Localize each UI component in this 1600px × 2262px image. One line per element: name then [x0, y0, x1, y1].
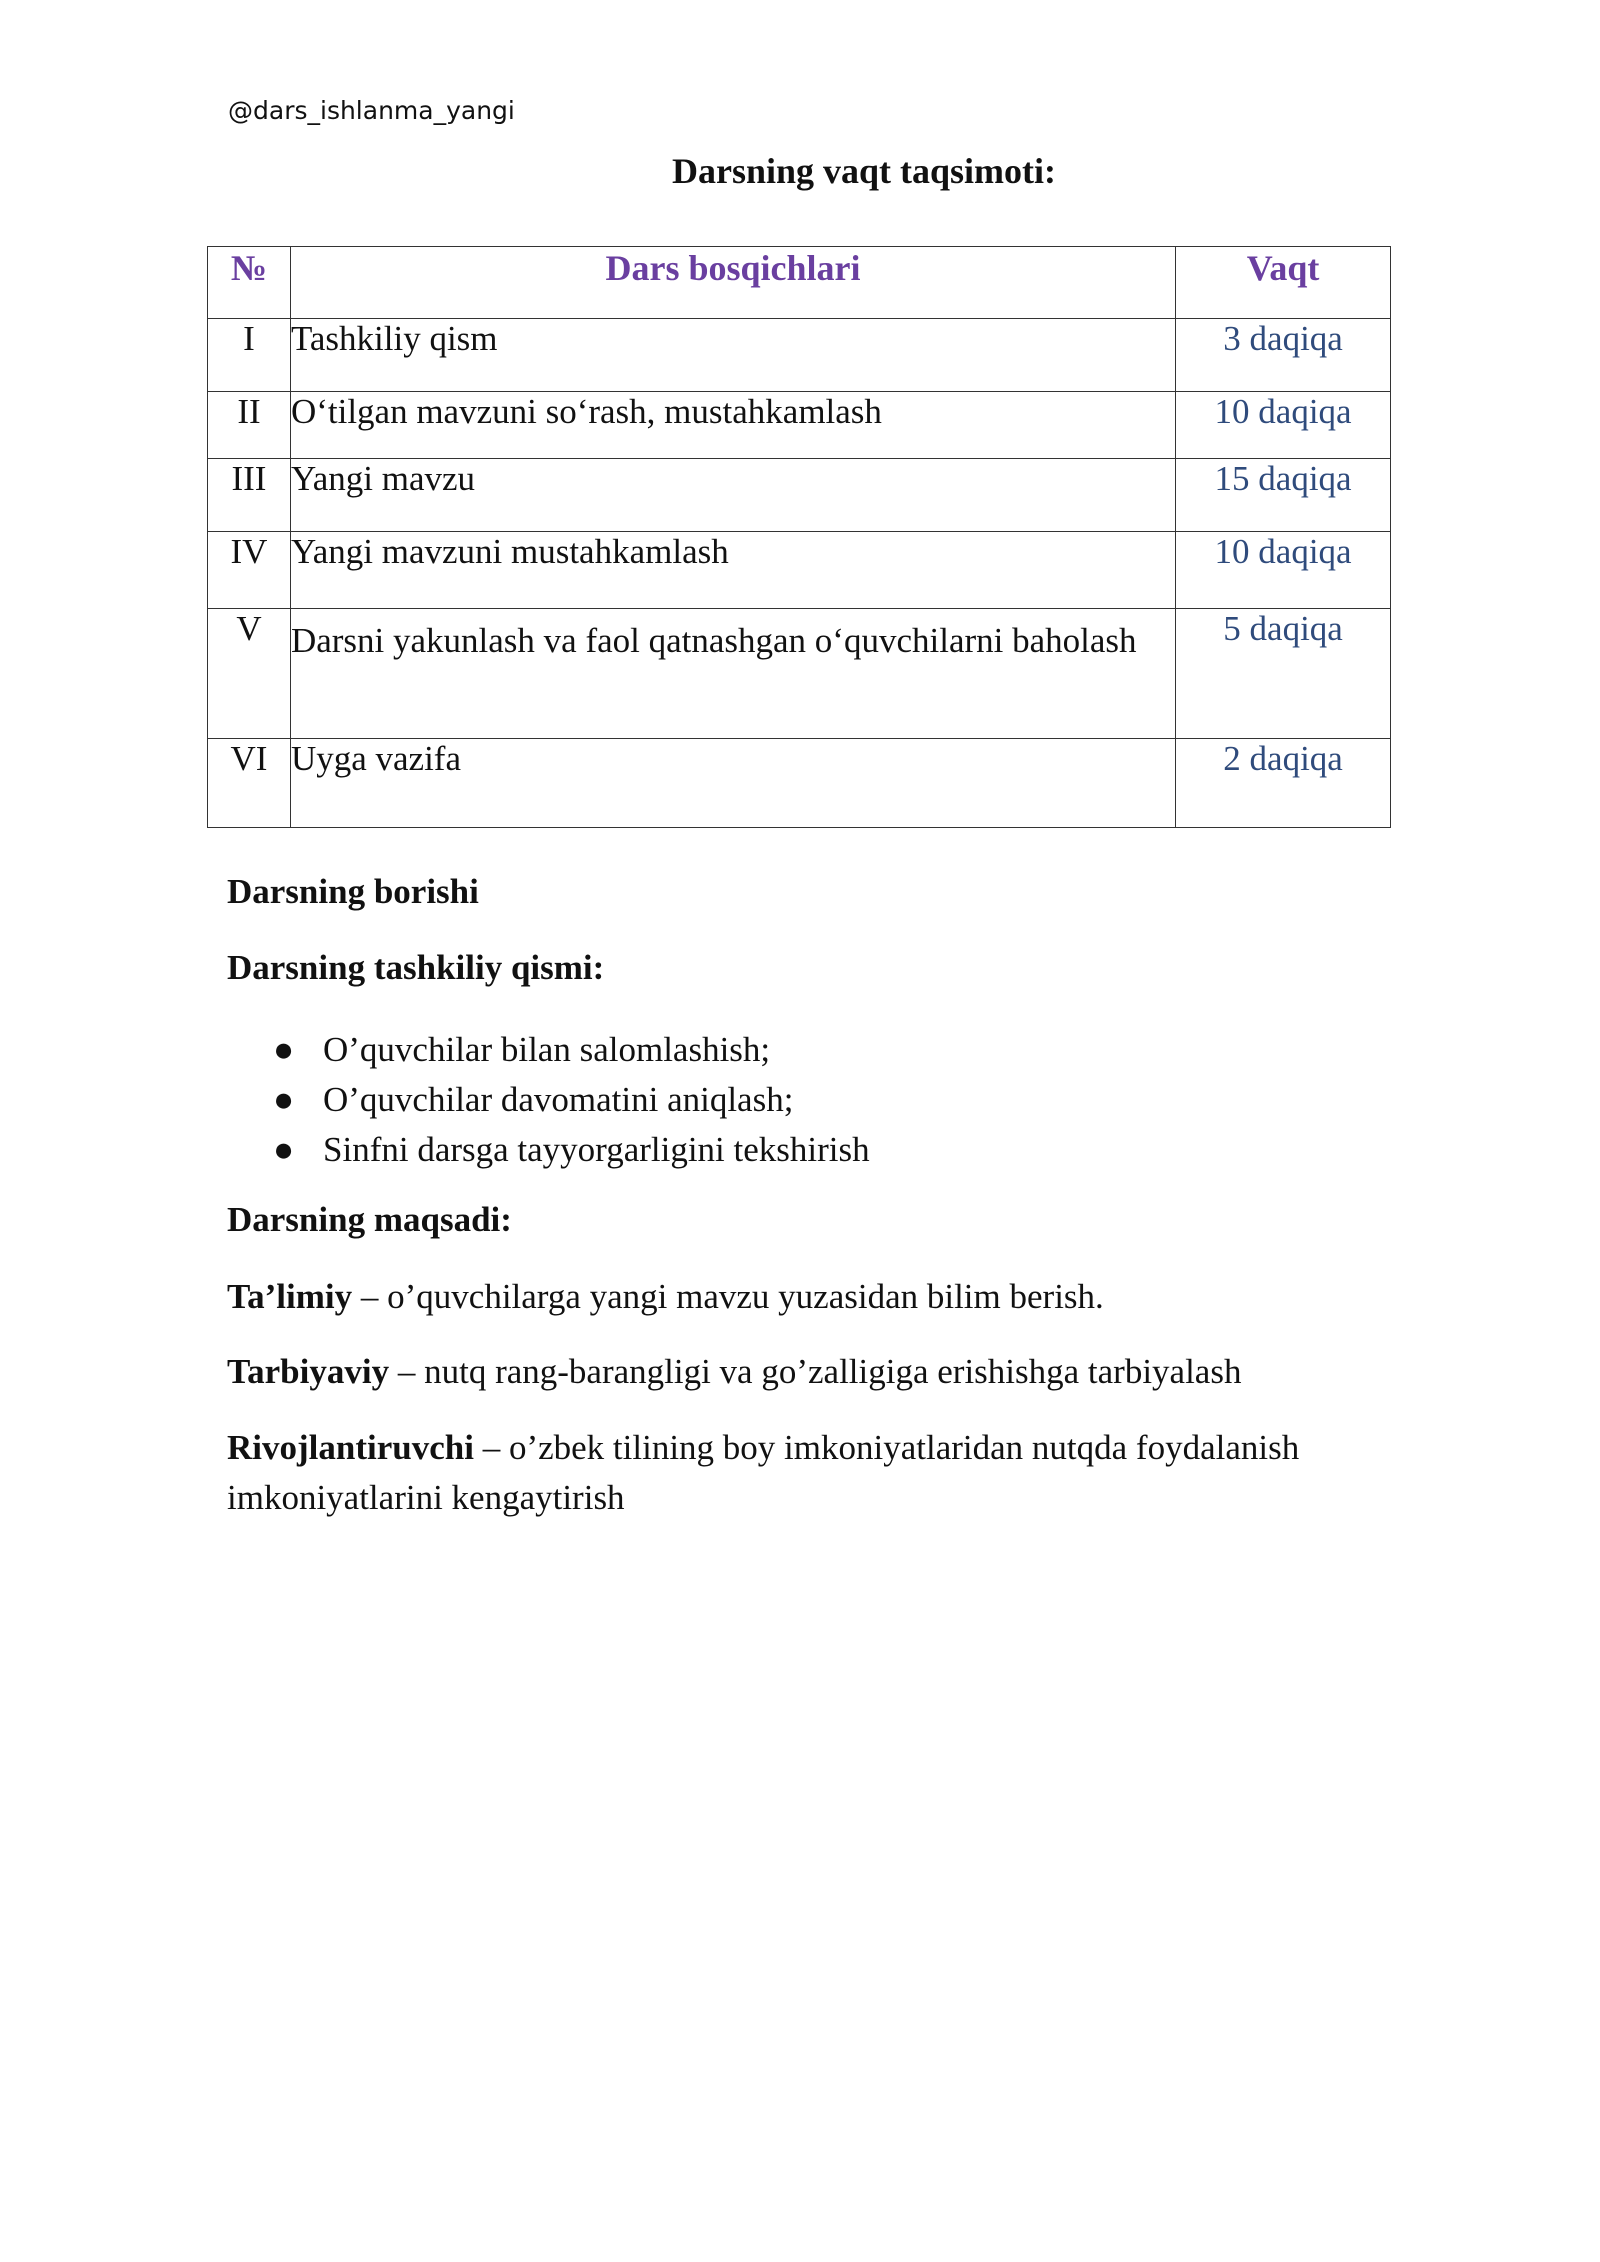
goal-talimiy [227, 1272, 1397, 1322]
table-row [208, 609, 1391, 739]
row-num: I [208, 319, 291, 392]
list-item [227, 1075, 870, 1125]
row-num: III [208, 459, 291, 532]
row-stage: Tashkiliy qism [290, 319, 1175, 392]
table-row [208, 392, 1391, 459]
row-stage: O‘tilgan mavzuni so‘rash, mustahkamlash [290, 392, 1175, 459]
schedule-table [207, 246, 1391, 828]
goal-text: – o’quvchilarga yangi mavzu yuzasidan bilim berish. [352, 1277, 1104, 1316]
goal-tarbiyaviy [227, 1347, 1397, 1397]
row-stage: Yangi mavzuni mustahkamlash [290, 532, 1175, 609]
row-num: IV [208, 532, 291, 609]
goal-label: Tarbiyaviy [227, 1352, 390, 1391]
table-header-row [208, 247, 1391, 319]
table-row [208, 739, 1391, 828]
page-title: Darsning vaqt taqsimoti: [671, 151, 1057, 191]
row-time: 10 daqiqa [1176, 532, 1391, 609]
watermark: @dars_ishlanma_yangi [228, 96, 515, 125]
bullet-icon: ● [273, 1080, 295, 1119]
bullet-icon: ● [273, 1130, 295, 1169]
table-row [208, 532, 1391, 609]
list-item-text: Sinfni darsga tayyorgarligini tekshirish [323, 1130, 870, 1169]
table-row [208, 319, 1391, 392]
row-stage: Uyga vazifa [290, 739, 1175, 828]
table-row [208, 459, 1391, 532]
row-time: 2 daqiqa [1176, 739, 1391, 828]
goal-text: – nutq rang-barangligi va go’zalligiga erishishga tarbiyalash [389, 1352, 1242, 1391]
row-time: 10 daqiqa [1176, 392, 1391, 459]
goal-label: Ta’limiy [227, 1277, 353, 1316]
row-num: II [208, 392, 291, 459]
list-item [227, 1125, 870, 1175]
section-heading-tashkiliy: Darsning tashkiliy qismi: [227, 948, 605, 987]
task-list [227, 1025, 870, 1175]
row-stage: Darsni yakunlash va faol qatnashgan o‘quvchilarni baholash [290, 609, 1175, 739]
goal-text: – o’zbek tilining boy imkoniyatlaridan nutqda foydalanish imkoniyatlarini kengaytirish [227, 1428, 1300, 1517]
list-item [227, 1025, 870, 1075]
goal-rivojlantiruvchi [227, 1423, 1397, 1523]
section-heading-maqsad: Darsning maqsadi: [227, 1200, 512, 1239]
row-num: VI [208, 739, 291, 828]
list-item-text: O’quvchilar bilan salomlashish; [323, 1030, 771, 1069]
section-heading-borishi: Darsning borishi [227, 872, 479, 911]
row-time: 15 daqiqa [1176, 459, 1391, 532]
list-item-text: O’quvchilar davomatini aniqlash; [323, 1080, 794, 1119]
row-num: V [208, 609, 291, 739]
goal-label: Rivojlantiruvchi [227, 1428, 474, 1467]
row-time: 5 daqiqa [1176, 609, 1391, 739]
row-time: 3 daqiqa [1176, 319, 1391, 392]
header-num: № [208, 247, 291, 319]
header-stage: Dars bosqichlari [290, 247, 1175, 319]
row-stage: Yangi mavzu [290, 459, 1175, 532]
bullet-icon: ● [273, 1030, 295, 1069]
header-time: Vaqt [1176, 247, 1391, 319]
